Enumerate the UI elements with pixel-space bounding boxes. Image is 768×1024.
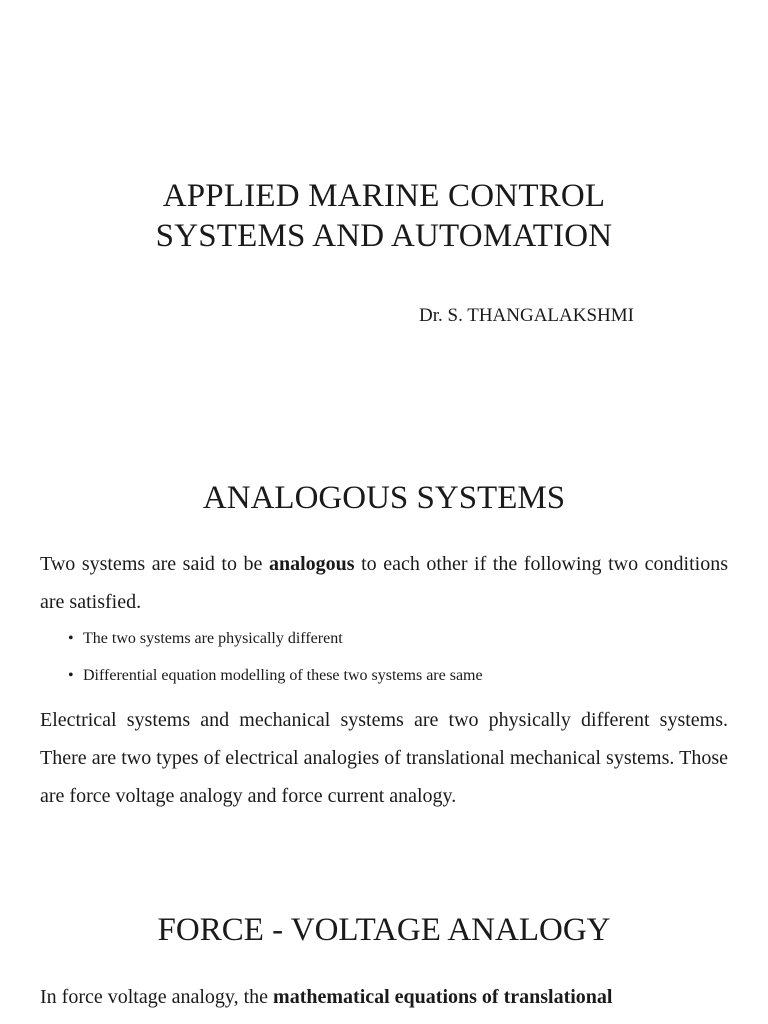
systems-paragraph: Electrical systems and mechanical systems are two physically different systems. There are two types of electrical analogies of translational mechanical systems. Those are force voltage analogy and force current analogy. [40, 709, 728, 807]
section-heading-analogous-systems: ANALOGOUS SYSTEMS [202, 480, 566, 516]
list-item-text: The two systems are physically different [83, 630, 343, 647]
bullet-icon: • [68, 630, 74, 647]
force-voltage-text-start: In force voltage analogy, the [40, 986, 274, 1008]
list-item [68, 664, 483, 701]
title-line-2: SYSTEMS AND AUTOMATION [155, 218, 613, 254]
title-line-1: APPLIED MARINE CONTROL [162, 178, 606, 214]
list-item [68, 627, 483, 664]
bullet-icon: • [68, 667, 74, 684]
document-title [0, 176, 768, 256]
definition-bold-term: analogous [268, 553, 355, 575]
list-item-text: Differential equation modelling of these two systems are same [83, 667, 483, 684]
section-heading-force-voltage-analogy: FORCE - VOLTAGE ANALOGY [157, 912, 611, 948]
author-name: Dr. S. THANGALAKSHMI [419, 305, 634, 326]
definition-text-start: Two systems are said to be [40, 553, 269, 575]
force-voltage-paragraph [40, 978, 728, 1016]
definition-paragraph [40, 545, 728, 621]
conditions-list [68, 627, 483, 701]
force-voltage-bold-text: mathematical equations of translational [273, 986, 613, 1008]
definition-text-end: to each other if the following two conditions are satisfied. [40, 553, 728, 613]
